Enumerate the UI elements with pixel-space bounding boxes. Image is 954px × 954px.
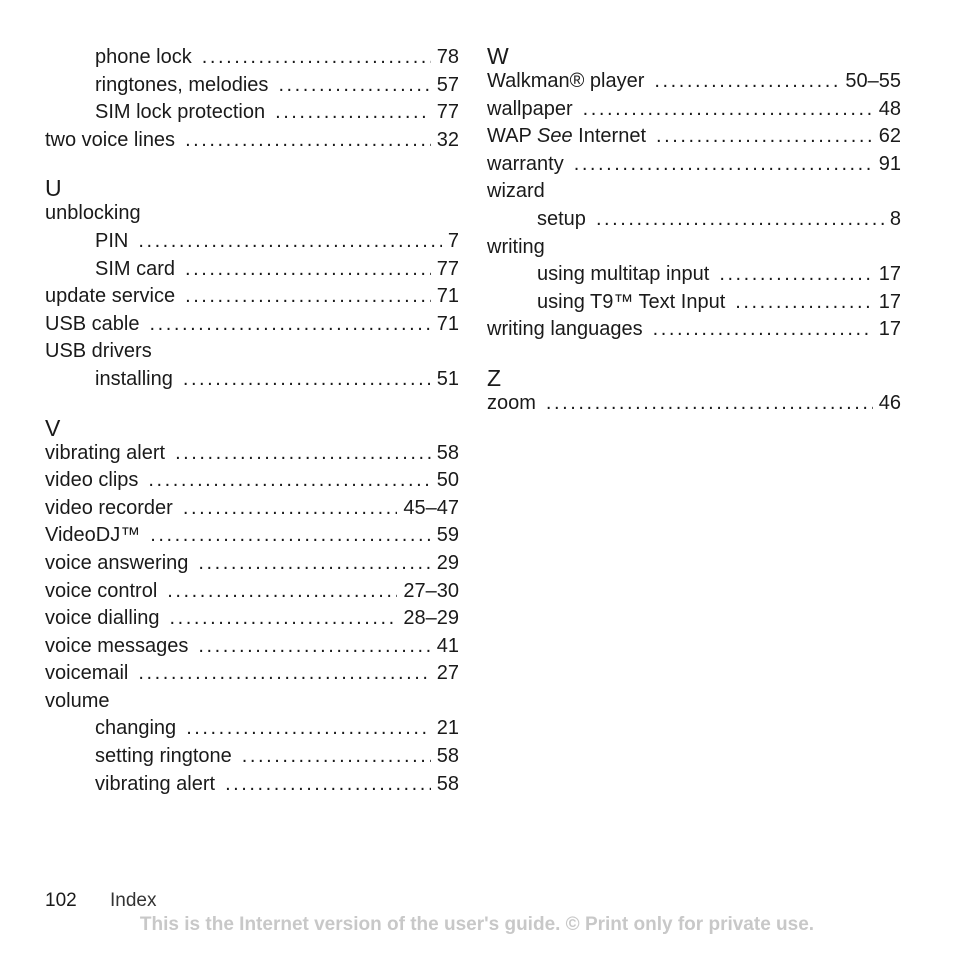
index-term: [45, 200, 141, 228]
index-entry: [45, 338, 459, 366]
index-term: [45, 688, 109, 716]
index-term-text: WAP: [487, 125, 532, 148]
index-term-text: setting ringtone: [95, 745, 232, 768]
index-subentry: [45, 366, 459, 394]
index-term: [45, 633, 188, 661]
index-page-ref: 51: [436, 367, 459, 390]
index-subentry: [45, 228, 459, 256]
dot-leader: [242, 743, 431, 771]
index-term: [45, 311, 140, 339]
index-term-text: vibrating alert: [95, 772, 216, 795]
dot-leader: [198, 633, 430, 661]
index-page-ref: 29: [436, 551, 459, 574]
index-term-text: volume: [45, 689, 110, 712]
index-term-text: USB cable: [45, 312, 140, 335]
index-term-text: SIM lock protection: [95, 101, 266, 124]
index-entry: [487, 123, 901, 151]
index-term: [487, 68, 644, 96]
index-term-text: changing: [95, 717, 177, 740]
index-entry: [487, 178, 901, 206]
index-page-ref: 17: [878, 318, 901, 341]
dot-leader: [275, 99, 431, 127]
index-term: [487, 390, 536, 418]
index-term-text: using multitap input: [537, 263, 710, 286]
dot-leader: [719, 261, 872, 289]
index-term: [45, 660, 128, 688]
index-page-ref: 27–30: [403, 579, 459, 602]
index-term: [45, 127, 175, 155]
dot-leader: [225, 771, 431, 799]
index-term-text: voicemail: [45, 662, 129, 685]
index-entry: [487, 151, 901, 179]
dot-leader: [656, 123, 873, 151]
index-subentry: [45, 743, 459, 771]
dot-leader: [654, 68, 839, 96]
index-page-ref: 17: [878, 290, 901, 313]
index-page-ref: 62: [878, 125, 901, 148]
index-page-ref: 78: [436, 46, 459, 68]
dot-leader: [150, 311, 431, 339]
index-term-text: update service: [45, 285, 176, 308]
index-term: [95, 44, 192, 72]
index-term-text: zoom: [487, 391, 536, 414]
dot-leader: [183, 495, 398, 523]
index-term-text: setup: [537, 207, 586, 230]
index-page-ref: 48: [878, 97, 901, 120]
index-entry: [45, 660, 459, 688]
index-subentry: [45, 715, 459, 743]
index-term-text: unblocking: [45, 202, 141, 225]
dot-leader: [198, 550, 430, 578]
see-target: Internet: [578, 125, 646, 148]
index-term: [45, 283, 175, 311]
index-page-ref: 21: [436, 717, 459, 740]
index-term-text: Walkman® player: [487, 70, 645, 92]
dot-leader: [138, 228, 442, 256]
index-page-ref: 77: [436, 101, 459, 124]
index-term: [95, 256, 175, 284]
index-subentry: [45, 771, 459, 799]
index-entry: [45, 440, 459, 468]
index-page-ref: 50: [436, 469, 459, 492]
index-term-text: VideoDJ™: [45, 524, 141, 547]
index-subentry: [45, 72, 459, 100]
index-term: [487, 178, 545, 206]
dot-leader: [583, 96, 873, 124]
index-entry: [45, 522, 459, 550]
index-page-ref: 58: [436, 441, 459, 464]
index-entry: [45, 550, 459, 578]
index-entry: [487, 390, 901, 418]
index-entry: [45, 578, 459, 606]
index-page-ref: 71: [436, 312, 459, 335]
index-term: [487, 234, 545, 262]
index-term: [45, 578, 157, 606]
index-term-text: video clips: [45, 469, 139, 492]
index-term: [95, 771, 215, 799]
index-page-ref: 91: [878, 152, 901, 175]
index-term: [45, 440, 165, 468]
index-entry: [45, 495, 459, 523]
index-entry: [45, 688, 459, 716]
index-page-ref: 7: [447, 229, 459, 252]
index-term: [537, 261, 709, 289]
dot-leader: [735, 289, 872, 317]
dot-leader: [546, 390, 873, 418]
index-term-text: voice messages: [45, 634, 189, 657]
index-entry: [45, 467, 459, 495]
dot-leader: [574, 151, 873, 179]
index-term: [537, 206, 586, 234]
index-page-ref: 32: [436, 128, 459, 151]
index-term: [95, 99, 265, 127]
dot-leader: [138, 660, 430, 688]
index-page-ref: 28–29: [403, 607, 459, 630]
index-term-text: SIM card: [95, 257, 176, 280]
page-number: 102: [45, 890, 77, 911]
index-entry: [45, 200, 459, 228]
index-subentry: [45, 99, 459, 127]
index-entry: [487, 96, 901, 124]
index-term: [45, 467, 138, 495]
index-letter-heading: W: [487, 43, 509, 69]
index-term-text: two voice lines: [45, 128, 176, 151]
index-page-ref: 77: [436, 257, 459, 280]
index-term: [537, 289, 725, 317]
index-entry: [45, 605, 459, 633]
index-term-text: voice control: [45, 579, 158, 602]
index-page-ref: 8: [889, 207, 901, 230]
index-page-ref: 57: [436, 73, 459, 96]
index-term-text: vibrating alert: [45, 441, 166, 464]
index-term: [487, 316, 643, 344]
index-subentry: [487, 261, 901, 289]
index-term-text: wallpaper: [487, 97, 573, 120]
copyright-note: This is the Internet version of the user's guide. © Print only for private use.: [139, 914, 815, 935]
index-page-ref: 27: [436, 662, 459, 685]
dot-leader: [185, 283, 431, 311]
index-term-text: PIN: [95, 229, 129, 252]
index-term: [45, 495, 173, 523]
dot-leader: [167, 578, 397, 606]
index-term: [45, 605, 160, 633]
index-term-text: writing languages: [487, 318, 643, 341]
index-entry: [45, 311, 459, 339]
index-term: [95, 228, 128, 256]
index-entry: [487, 316, 901, 344]
index-page-ref: 46: [878, 391, 901, 414]
index-term-text: voice answering: [45, 551, 189, 574]
index-letter-heading: Z: [487, 364, 502, 391]
index-term-text: phone lock: [95, 46, 192, 68]
index-term: [487, 151, 564, 179]
index-term: [95, 715, 176, 743]
index-letter-heading: U: [45, 175, 62, 202]
index-entry: [45, 127, 459, 155]
dot-leader: [148, 467, 430, 495]
index-term-text: wizard: [487, 180, 545, 203]
index-entry: [487, 68, 901, 96]
index-term-text: USB drivers: [45, 340, 152, 363]
index-page-ref: 71: [436, 285, 459, 308]
index-term: [95, 743, 232, 771]
index-term: [95, 366, 173, 394]
dot-leader: [202, 44, 431, 72]
index-term: [95, 72, 268, 100]
index-term: [45, 522, 140, 550]
dot-leader: [185, 127, 431, 155]
dot-leader: [150, 522, 431, 550]
section-name: Index: [110, 890, 157, 911]
index-page-ref: 50–55: [845, 70, 901, 92]
index-term-text: video recorder: [45, 496, 173, 519]
index-column-left: [45, 44, 459, 798]
index-letter-heading: V: [45, 414, 61, 441]
index-column-right: [487, 44, 901, 418]
index-entry: [45, 633, 459, 661]
dot-leader: [278, 72, 430, 100]
index-page-ref: 41: [436, 634, 459, 657]
dot-leader: [183, 366, 431, 394]
index-term-text: warranty: [487, 152, 564, 175]
index-term: [487, 123, 646, 151]
index-term-text: installing: [95, 367, 173, 390]
index-page-ref: 17: [878, 263, 901, 286]
index-entry: [45, 283, 459, 311]
index-page-ref: 58: [436, 745, 459, 768]
index-term: [45, 338, 152, 366]
index-subentry: [487, 289, 901, 317]
index-term-text: using T9™ Text Input: [537, 290, 726, 313]
index-entry: [487, 234, 901, 262]
index-term-text: writing: [487, 235, 545, 258]
index-page-ref: 45–47: [403, 496, 459, 519]
index-term: [45, 550, 188, 578]
index-term: [487, 96, 573, 124]
see-reference: See: [537, 125, 573, 148]
index-subentry: [45, 256, 459, 284]
index-subentry: [45, 44, 459, 72]
index-term-text: ringtones, melodies: [95, 73, 269, 96]
index-page-ref: 58: [436, 772, 459, 795]
dot-leader: [653, 316, 873, 344]
dot-leader: [186, 715, 431, 743]
index-page-ref: 59: [436, 524, 459, 547]
index-term-text: voice dialling: [45, 607, 160, 630]
dot-leader: [596, 206, 884, 234]
dot-leader: [185, 256, 431, 284]
index-subentry: [487, 206, 901, 234]
dot-leader: [175, 440, 431, 468]
dot-leader: [170, 605, 398, 633]
